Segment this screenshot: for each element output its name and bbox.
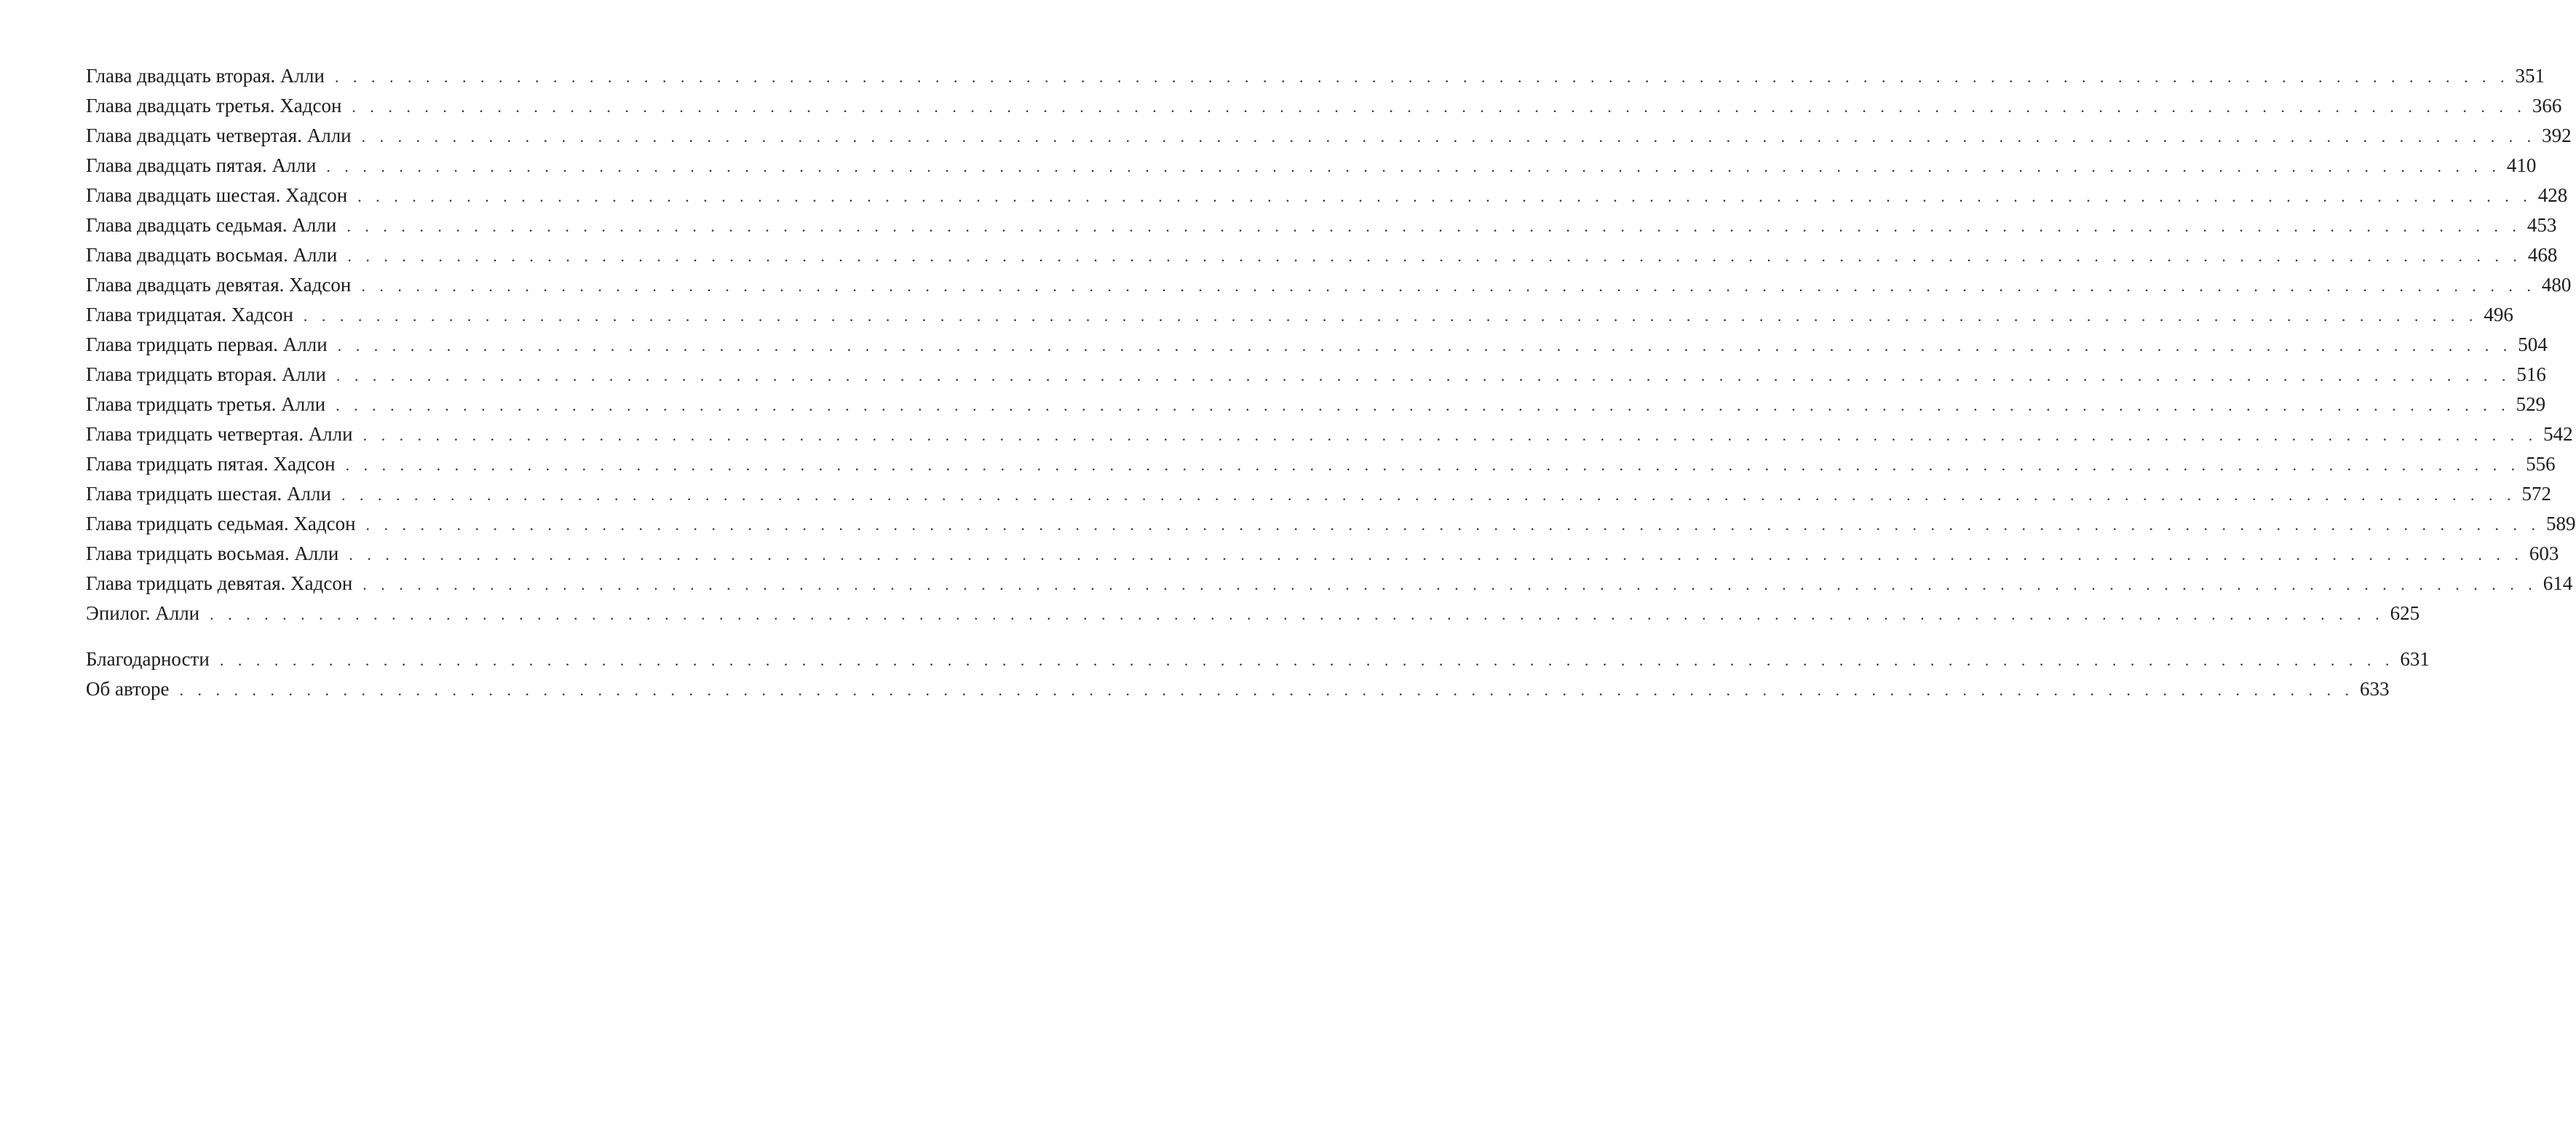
entry-page-number: 428 [2537, 184, 2568, 206]
entry-title: Глава тридцать пятая. Хадсон [86, 453, 336, 475]
entry-page-number: 589 [2546, 513, 2576, 534]
entry-title: Глава тридцатая. Хадсон [86, 304, 293, 325]
dot-leader: . . . . . . . . . . . . . . . . . . . . . . . . . . . . . . . . . . . . . . . . . . . . . . . . . . . . . . . . . . . . . . . . . . . . . . . . . . . . . . . . . . . . . . . . . . . . . . . . . . . . . . . . . . . . . . . . . . . . . . . . [357, 187, 2532, 205]
entry-page-number: 633 [2359, 678, 2390, 700]
toc-entry [86, 674, 2390, 704]
entry-page-number: 572 [2521, 483, 2551, 505]
dot-leader: . . . . . . . . . . . . . . . . . . . . . . . . . . . . . . . . . . . . . . . . . . . . . . . . . . . . . . . . . . . . . . . . . . . . . . . . . . . . . . . . . . . . . . . . . . . . . . . . . . . . . . . . . . . . . . . . . . . . . . . . [349, 545, 2524, 564]
table-of-contents [86, 61, 2576, 704]
dot-leader: . . . . . . . . . . . . . . . . . . . . . . . . . . . . . . . . . . . . . . . . . . . . . . . . . . . . . . . . . . . . . . . . . . . . . . . . . . . . . . . . . . . . . . . . . . . . . . . . . . . . . . . . . . . . . . . . . . . . . . . . [362, 426, 2538, 444]
dot-leader: . . . . . . . . . . . . . . . . . . . . . . . . . . . . . . . . . . . . . . . . . . . . . . . . . . . . . . . . . . . . . . . . . . . . . . . . . . . . . . . . . . . . . . . . . . . . . . . . . . . . . . . . . . . . . . . . . . . . . . . . [352, 98, 2527, 116]
dot-leader: . . . . . . . . . . . . . . . . . . . . . . . . . . . . . . . . . . . . . . . . . . . . . . . . . . . . . . . . . . . . . . . . . . . . . . . . . . . . . . . . . . . . . . . . . . . . . . . . . . . . . . . . . . . . . . . . . . . . . . . . [337, 336, 2513, 355]
entry-page-number: 556 [2526, 453, 2556, 475]
dot-leader: . . . . . . . . . . . . . . . . . . . . . . . . . . . . . . . . . . . . . . . . . . . . . . . . . . . . . . . . . . . . . . . . . . . . . . . . . . . . . . . . . . . . . . . . . . . . . . . . . . . . . . . . . . . . . . . . . . . . . . . . [334, 68, 2510, 86]
entry-page-number: 504 [2518, 333, 2548, 355]
entry-page-number: 516 [2516, 363, 2546, 385]
entry-page-number: 410 [2506, 154, 2537, 176]
dot-leader: . . . . . . . . . . . . . . . . . . . . . . . . . . . . . . . . . . . . . . . . . . . . . . . . . . . . . . . . . . . . . . . . . . . . . . . . . . . . . . . . . . . . . . . . . . . . . . . . . . . . . . . . . . . . . . . . . . . . . . . . [219, 651, 2395, 669]
entry-title: Глава тридцать седьмая. Хадсон [86, 513, 356, 534]
dot-leader: . . . . . . . . . . . . . . . . . . . . . . . . . . . . . . . . . . . . . . . . . . . . . . . . . . . . . . . . . . . . . . . . . . . . . . . . . . . . . . . . . . . . . . . . . . . . . . . . . . . . . . . . . . . . . . . . . . . . . . . . [336, 396, 2510, 414]
dot-leader: . . . . . . . . . . . . . . . . . . . . . . . . . . . . . . . . . . . . . . . . . . . . . . . . . . . . . . . . . . . . . . . . . . . . . . . . . . . . . . . . . . . . . . . . . . . . . . . . . . . . . . . . . . . . . . . . . . . . . . . . [347, 247, 2522, 265]
entry-page-number: 542 [2543, 423, 2573, 445]
entry-page-number: 351 [2515, 65, 2545, 87]
entry-title: Глава тридцать девятая. Хадсон [86, 572, 353, 594]
entry-title: Глава двадцать шестая. Хадсон [86, 184, 348, 206]
entry-page-number: 614 [2543, 572, 2573, 594]
entry-title: Глава тридцать шестая. Алли [86, 483, 331, 505]
section-gap [86, 628, 642, 644]
toc-entry [86, 121, 2572, 151]
entry-title: Глава двадцать девятая. Хадсон [86, 274, 352, 296]
entry-page-number: 468 [2527, 244, 2558, 266]
toc-entry [86, 240, 2558, 270]
entry-page-number: 480 [2541, 274, 2572, 296]
entry-title: Глава тридцать восьмая. Алли [86, 542, 339, 564]
dot-leader: . . . . . . . . . . . . . . . . . . . . . . . . . . . . . . . . . . . . . . . . . . . . . . . . . . . . . . . . . . . . . . . . . . . . . . . . . . . . . . . . . . . . . . . . . . . . . . . . . . . . . . . . . . . . . . . . . . . . . . . . [336, 366, 2511, 384]
entry-page-number: 631 [2400, 648, 2430, 670]
toc-entry [86, 479, 2551, 509]
entry-title: Глава двадцать пятая. Алли [86, 154, 317, 176]
entry-title: Эпилог. Алли [86, 602, 200, 624]
toc-entry [86, 330, 2548, 360]
toc-entry [86, 539, 2559, 569]
entry-title: Глава двадцать седьмая. Алли [86, 214, 337, 236]
dot-leader: . . . . . . . . . . . . . . . . . . . . . . . . . . . . . . . . . . . . . . . . . . . . . . . . . . . . . . . . . . . . . . . . . . . . . . . . . . . . . . . . . . . . . . . . . . . . . . . . . . . . . . . . . . . . . . . . . . . . . . . . [361, 127, 2537, 146]
entry-title: Глава тридцать первая. Алли [86, 333, 328, 355]
entry-page-number: 453 [2527, 214, 2557, 236]
entry-title: Глава тридцать третья. Алли [86, 393, 326, 415]
entry-title: Глава двадцать восьмая. Алли [86, 244, 338, 266]
toc-entry [86, 599, 2420, 628]
dot-leader: . . . . . . . . . . . . . . . . . . . . . . . . . . . . . . . . . . . . . . . . . . . . . . . . . . . . . . . . . . . . . . . . . . . . . . . . . . . . . . . . . . . . . . . . . . . . . . . . . . . . . . . . . . . . . . . . . . . . . . . . [326, 157, 2501, 175]
entry-title: Глава тридцать вторая. Алли [86, 363, 326, 385]
entry-title: Об авторе [86, 678, 170, 700]
entry-page-number: 496 [2484, 304, 2513, 325]
dot-leader: . . . . . . . . . . . . . . . . . . . . . . . . . . . . . . . . . . . . . . . . . . . . . . . . . . . . . . . . . . . . . . . . . . . . . . . . . . . . . . . . . . . . . . . . . . . . . . . . . . . . . . . . . . . . . . . . . . . . . . . . [345, 456, 2521, 474]
toc-entry [86, 509, 2576, 539]
dot-leader: . . . . . . . . . . . . . . . . . . . . . . . . . . . . . . . . . . . . . . . . . . . . . . . . . . . . . . . . . . . . . . . . . . . . . . . . . . . . . . . . . . . . . . . . . . . . . . . . . . . . . . . . . . . . . . . . . . . . . . . . [341, 486, 2516, 504]
entry-page-number: 603 [2529, 542, 2559, 564]
toc-entry [86, 181, 2568, 210]
entry-title: Глава двадцать третья. Хадсон [86, 95, 342, 117]
toc-entry [86, 91, 2562, 121]
toc-entry [86, 270, 2572, 300]
chapter-list [86, 61, 2576, 628]
entry-page-number: 529 [2516, 393, 2546, 415]
dot-leader: . . . . . . . . . . . . . . . . . . . . . . . . . . . . . . . . . . . . . . . . . . . . . . . . . . . . . . . . . . . . . . . . . . . . . . . . . . . . . . . . . . . . . . . . . . . . . . . . . . . . . . . . . . . . . . . . . . . . . . . . [362, 575, 2537, 593]
entry-page-number: 625 [2390, 602, 2420, 624]
back-matter-list [86, 644, 2430, 704]
toc-entry [86, 419, 2573, 449]
entry-title: Глава двадцать вторая. Алли [86, 65, 325, 87]
toc-entry [86, 300, 2513, 330]
entry-title: Благодарности [86, 648, 210, 670]
toc-entry [86, 644, 2430, 674]
dot-leader: . . . . . . . . . . . . . . . . . . . . . . . . . . . . . . . . . . . . . . . . . . . . . . . . . . . . . . . . . . . . . . . . . . . . . . . . . . . . . . . . . . . . . . . . . . . . . . . . . . . . . . . . . . . . . . . . . . . . . . . . [365, 516, 2541, 534]
entry-title: Глава тридцать четвертая. Алли [86, 423, 353, 445]
dot-leader: . . . . . . . . . . . . . . . . . . . . . . . . . . . . . . . . . . . . . . . . . . . . . . . . . . . . . . . . . . . . . . . . . . . . . . . . . . . . . . . . . . . . . . . . . . . . . . . . . . . . . . . . . . . . . . . . . . . . . . . . [179, 681, 2354, 699]
toc-entry [86, 569, 2573, 599]
entry-title: Глава двадцать четвертая. Алли [86, 125, 352, 146]
toc-entry [86, 61, 2545, 91]
toc-entry [86, 210, 2557, 240]
dot-leader: . . . . . . . . . . . . . . . . . . . . . . . . . . . . . . . . . . . . . . . . . . . . . . . . . . . . . . . . . . . . . . . . . . . . . . . . . . . . . . . . . . . . . . . . . . . . . . . . . . . . . . . . . . . . . . . . . . . . . . . . [361, 277, 2536, 295]
toc-entry [86, 151, 2537, 181]
toc-entry [86, 360, 2546, 390]
entry-page-number: 392 [2542, 125, 2572, 146]
toc-entry [86, 390, 2546, 419]
dot-leader: . . . . . . . . . . . . . . . . . . . . . . . . . . . . . . . . . . . . . . . . . . . . . . . . . . . . . . . . . . . . . . . . . . . . . . . . . . . . . . . . . . . . . . . . . . . . . . . . . . . . . . . . . . . . . . . . . . . . . . . . [210, 605, 2385, 623]
toc-entry [86, 449, 2556, 479]
dot-leader: . . . . . . . . . . . . . . . . . . . . . . . . . . . . . . . . . . . . . . . . . . . . . . . . . . . . . . . . . . . . . . . . . . . . . . . . . . . . . . . . . . . . . . . . . . . . . . . . . . . . . . . . . . . . . . . . . . . . . . . . [346, 217, 2521, 235]
dot-leader: . . . . . . . . . . . . . . . . . . . . . . . . . . . . . . . . . . . . . . . . . . . . . . . . . . . . . . . . . . . . . . . . . . . . . . . . . . . . . . . . . . . . . . . . . . . . . . . . . . . . . . . . . . . . . . . . . . . . . . . . [303, 307, 2478, 325]
entry-page-number: 366 [2532, 95, 2562, 117]
